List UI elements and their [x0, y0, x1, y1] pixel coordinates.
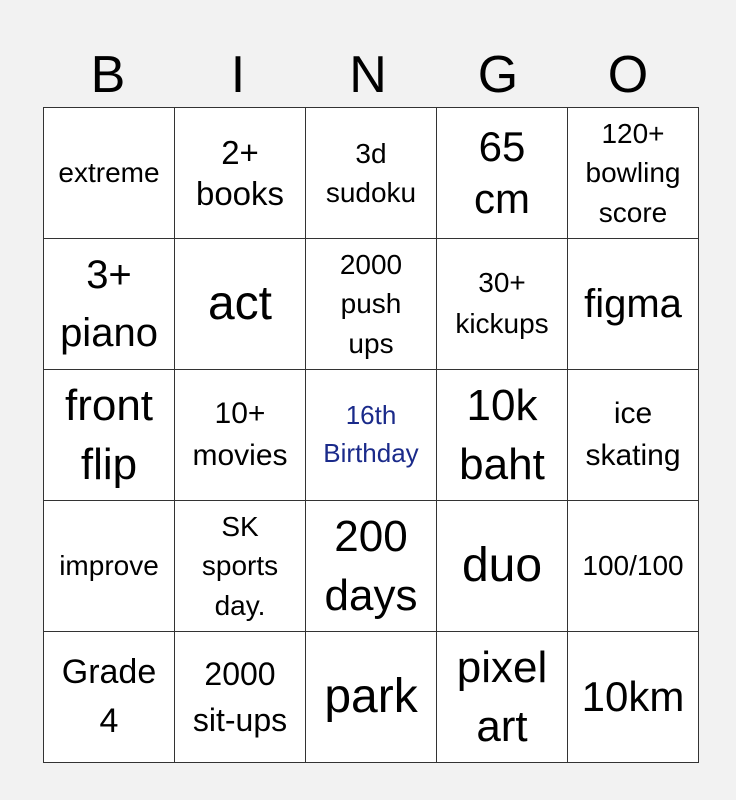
free-space-label: 16th Birthday: [323, 400, 419, 468]
free-space-cell[interactable]: [306, 370, 437, 501]
bingo-row: [44, 370, 699, 501]
bingo-cell[interactable]: 2+ books: [175, 108, 306, 239]
bingo-cell[interactable]: 10k baht: [437, 370, 568, 501]
bingo-cell[interactable]: 3+ piano: [44, 239, 175, 370]
bingo-cell[interactable]: duo: [437, 501, 568, 632]
bingo-grid: [43, 107, 699, 763]
bingo-cell[interactable]: 120+ bowling score: [568, 108, 699, 239]
bingo-header: [43, 44, 693, 106]
bingo-row: [44, 632, 699, 763]
header-letter-i: I: [230, 46, 246, 104]
bingo-cell[interactable]: 2000 sit-ups: [175, 632, 306, 763]
bingo-cell[interactable]: extreme: [44, 108, 175, 239]
bingo-cell[interactable]: park: [306, 632, 437, 763]
bingo-cell[interactable]: front flip: [44, 370, 175, 501]
bingo-cell[interactable]: figma: [568, 239, 699, 370]
bingo-cell[interactable]: 2000 push ups: [306, 239, 437, 370]
bingo-cell[interactable]: SK sports day.: [175, 501, 306, 632]
bingo-cell[interactable]: 100/100: [568, 501, 699, 632]
bingo-cell[interactable]: 10+ movies: [175, 370, 306, 501]
header-letter-b: B: [90, 46, 126, 104]
bingo-cell[interactable]: improve: [44, 501, 175, 632]
bingo-cell[interactable]: pixel art: [437, 632, 568, 763]
bingo-cell[interactable]: 200 days: [306, 501, 437, 632]
bingo-cell[interactable]: 30+ kickups: [437, 239, 568, 370]
bingo-row: [44, 108, 699, 239]
header-letter-o: O: [607, 46, 649, 104]
bingo-row: [44, 239, 699, 370]
bingo-cell[interactable]: ice skating: [568, 370, 699, 501]
bingo-cell[interactable]: 3d sudoku: [306, 108, 437, 239]
bingo-cell[interactable]: 65 cm: [437, 108, 568, 239]
header-letter-g: G: [477, 46, 519, 104]
header-letter-n: N: [349, 46, 387, 104]
bingo-cell[interactable]: 10km: [568, 632, 699, 763]
bingo-row: [44, 501, 699, 632]
bingo-cell[interactable]: Grade 4: [44, 632, 175, 763]
bingo-cell[interactable]: act: [175, 239, 306, 370]
